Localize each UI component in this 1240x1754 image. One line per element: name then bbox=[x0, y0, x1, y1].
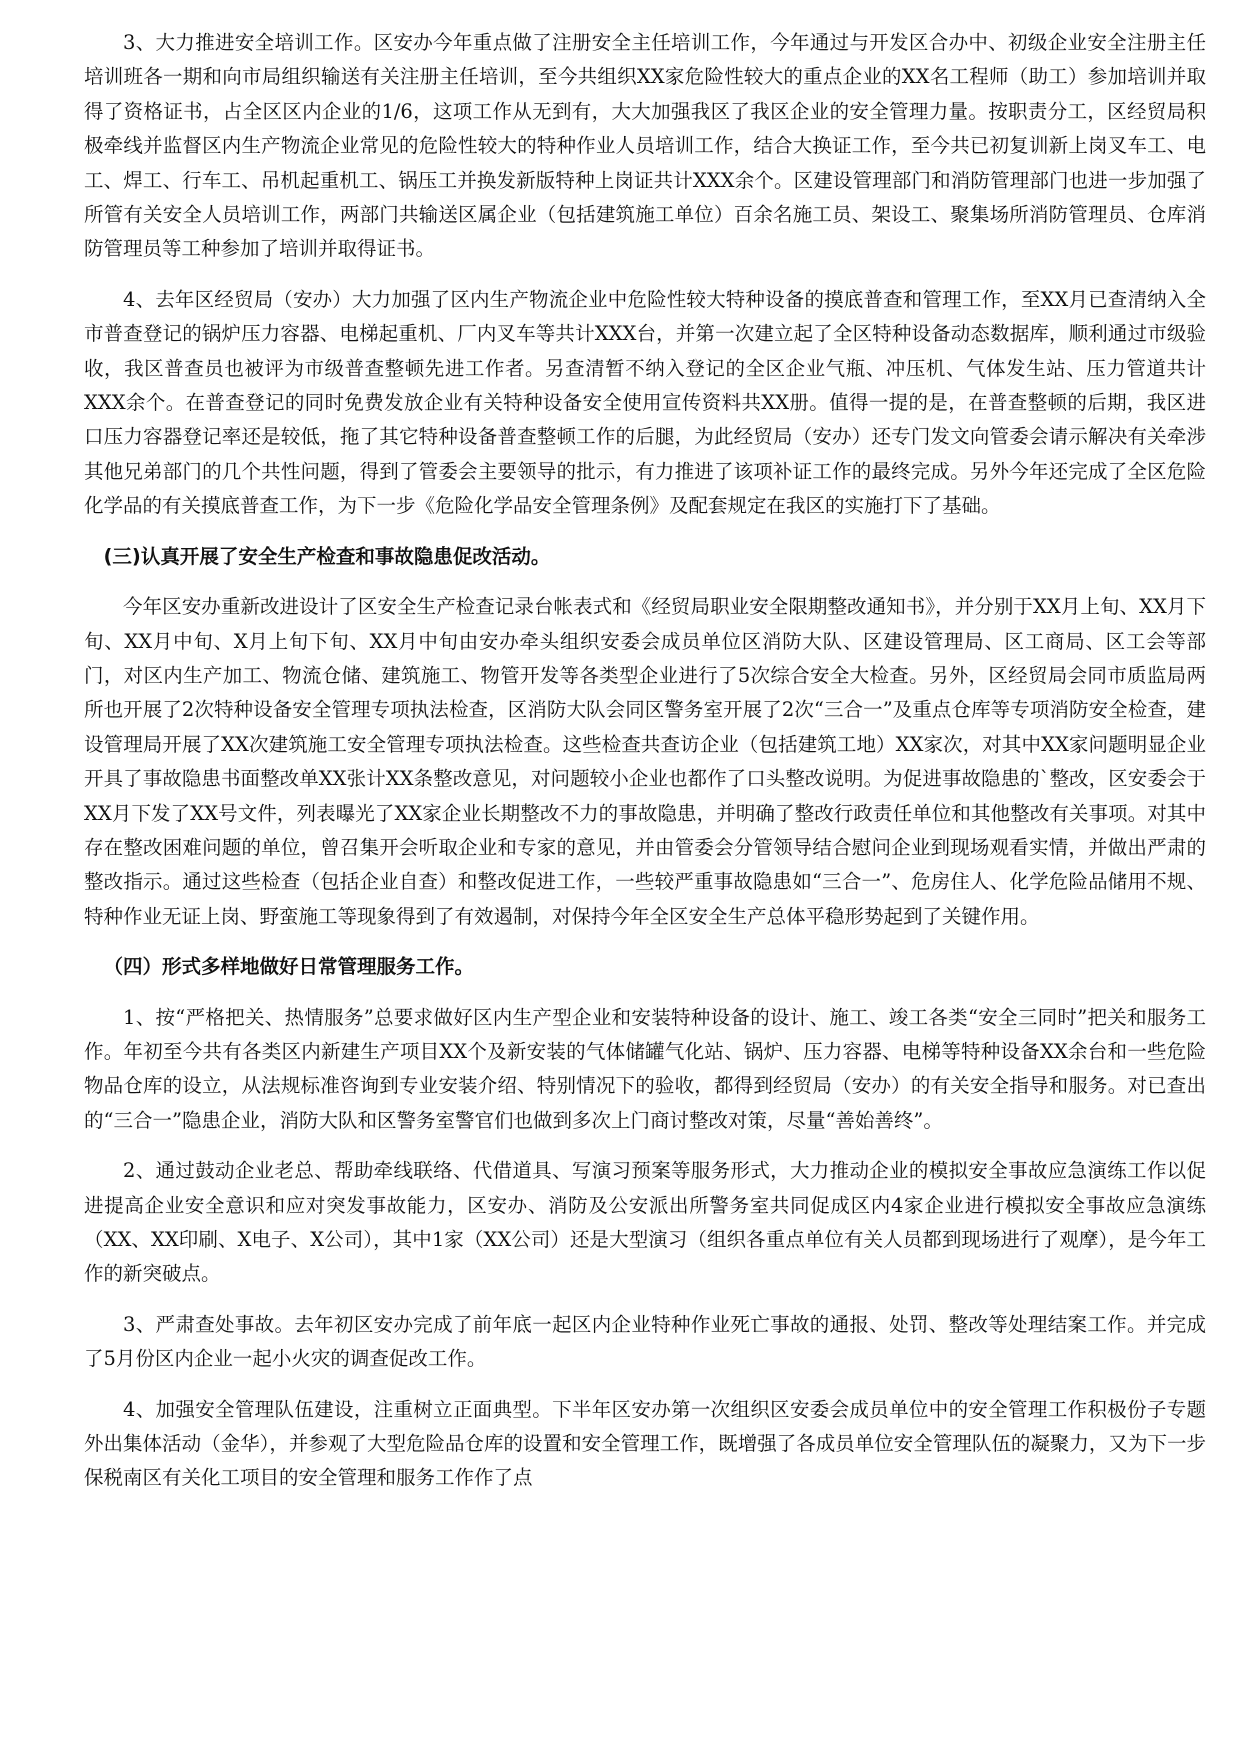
paragraph-three-simultaneous: 1、按“严格把关、热情服务”总要求做好区内生产型企业和安装特种设备的设计、施工、竣工各类“安全三同时”把关和服务工作。年初至今共有各类区内新建生产项目XX个及新安装的气体储罐气化站、锅炉、压力容器、电梯等特种设备XX余台和一些危险物品仓库的设立，从法规标准咨询到专业安装介绍、特别情况下的验收，都得到经贸局（安办）的有关安全指导和服务。对已查出的“三合一”隐患企业，消防大队和区警务室警官们也做到多次上门商讨整改对策，尽量“善始善终”。 bbox=[84, 1005, 1206, 1132]
paragraph-accident-handling: 3、严肃查处事故。去年初区安办完成了前年底一起区内企业特种作业死亡事故的通报、处罚、整改等处理结案工作。并完成了5月份区内企业一起小火灾的调查促改工作。 bbox=[84, 1312, 1206, 1371]
paragraph-inspection: 今年区安办重新改进设计了区安全生产检查记录台帐表式和《经贸局职业安全限期整改通知书》，并分别于XX月上旬、XX月下旬、XX月中旬、X月上旬下旬、XX月中旬由安办牵头组织安委会成员单位区消防大队、区建设管理局、区工商局、区工会等部门，对区内生产加工、物流仓储、建筑施工、物管开发等各类型企业进行了5次综合安全大检查。另外，区经贸局会同市质监局两所也开展了2次特种设备安全管理专项执法检查，区消防大队会同区警务室开展了2次“三合一”及重点仓库等专项消防安全检查，建设管理局开展了XX次建筑施工安全管理专项执法检查。这些检查共查访企业（包括建筑工地）XX家次，对其中XX家问题明显企业开具了事故隐患书面整改单XX张计XX条整改意见，对问题较小企业也都作了口头整改说明。为促进事故隐患的`整改，区安委会于XX月下发了XX号文件，列表曝光了XX家企业长期整改不力的事故隐患，并明确了整改行政责任单位和其他整改有关事项。对其中存在整改困难问题的单位，曾召集开会听取企业和专家的意见，并由管委会分管领导结合慰问企业到现场观看实情，并做出严肃的整改指示。通过这些检查（包括企业自查）和整改促进工作，一些较严重事故隐患如“三合一”、危房住人、化学危险品储用不规、特种作业无证上岗、野蛮施工等现象得到了有效遏制，对保持今年全区安全生产总体平稳形势起到了关键作用。 bbox=[84, 595, 1206, 928]
paragraph-team-building: 4、加强安全管理队伍建设，注重树立正面典型。下半年区安办第一次组织区安委会成员单位中的安全管理工作积极份子专题外出集体活动（金华），并参观了大型危险品仓库的设置和安全管理工作，既增强了各成员单位安全管理队伍的凝聚力，又为下一步保税南区有关化工项目的安全管理和服务工作作了点 bbox=[84, 1397, 1206, 1490]
document-page bbox=[84, 26, 1206, 1512]
paragraph-equipment-survey: 4、去年区经贸局（安办）大力加强了区内生产物流企业中危险性较大特种设备的摸底普查和管理工作，至XX月已查清纳入全市普查登记的锅炉压力容器、电梯起重机、厂内叉车等共计XXX台，并第一次建立起了全区特种设备动态数据库，顺利通过市级验收，我区普查员也被评为市级普查整顿先进工作者。另查清暂不纳入登记的全区企业气瓶、冲压机、气体发生站、压力管道共计XXX余个。在普查登记的同时免费发放企业有关特种设备安全使用宣传资料共XX册。值得一提的是，在普查整顿的后期，我区进口压力容器登记率还是较低，拖了其它特种设备普查整顿工作的后腿，为此经贸局（安办）还专门发文向管委会请示解决有关牵涉其他兄弟部门的几个共性问题，得到了管委会主要领导的批示，有力推进了该项补证工作的最终完成。另外今年还完成了全区危险化学品的有关摸底普查工作，为下一步《危险化学品安全管理条例》及配套规定在我区的实施打下了基础。 bbox=[84, 287, 1206, 518]
paragraph-emergency-drill: 2、通过鼓动企业老总、帮助牵线联络、代借道具、写演习预案等服务形式，大力推动企业的模拟安全事故应急演练工作以促进提高企业安全意识和应对突发事故能力，区安办、消防及公安派出所警务室共同促成区内4家企业进行模拟安全事故应急演练（XX、XX印刷、X电子、X公司），其中1家（XX公司）还是大型演习（组织各重点单位有关人员都到现场进行了观摩），是今年工作的新突破点。 bbox=[84, 1159, 1206, 1286]
section-heading-daily-service: （四）形式多样地做好日常管理服务工作。 bbox=[103, 955, 475, 979]
paragraph-training: 3、大力推进安全培训工作。区安办今年重点做了注册安全主任培训工作，今年通过与开发区合办中、初级企业安全注册主任培训班各一期和向市局组织输送有关注册主任培训，至今共组织XX家危险性较大的重点企业的XX名工程师（助工）参加培训并取得了资格证书，占全区区内企业的1/6，这项工作从无到有，大大加强我区了我区企业的安全管理力量。按职责分工，区经贸局积极牵线并监督区内生产物流企业常见的危险性较大的特种作业人员培训工作，结合大换证工作，至今共已初复训新上岗叉车工、电工、焊工、行车工、吊机起重机工、锅压工并换发新版特种上岗证共计XXX余个。区建设管理部门和消防管理部门也进一步加强了所管有关安全人员培训工作，两部门共输送区属企业（包括建筑施工单位）百余名施工员、架设工、聚集场所消防管理员、仓库消防管理员等工种参加了培训并取得证书。 bbox=[84, 31, 1206, 261]
section-heading-inspection: (三)认真开展了安全生产检查和事故隐患促改活动。 bbox=[103, 544, 551, 568]
